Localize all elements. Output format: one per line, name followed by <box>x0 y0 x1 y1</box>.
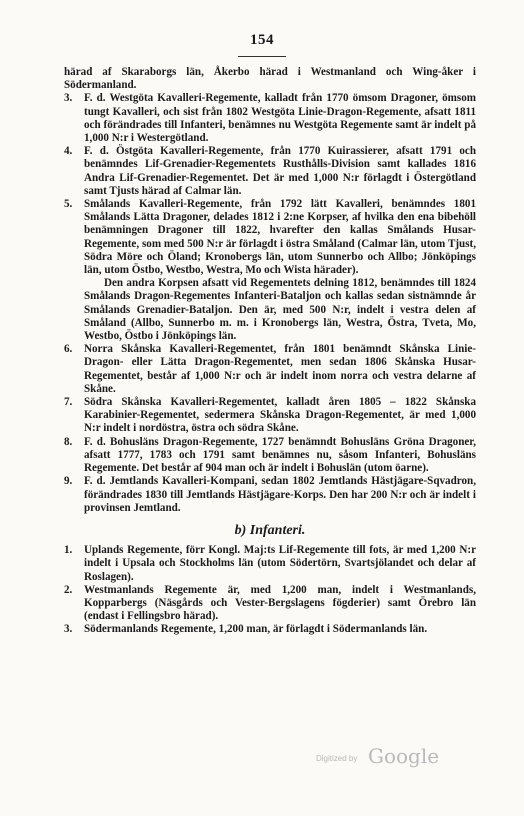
infantry-list <box>64 544 476 636</box>
item-text: Uplands Regemente, förr Kongl. Maj:ts Lif-Regemente till fots, är med 1,200 N:r indelt i Upsala och Stockholms län (utom Södertörn, Svartsjölandet och delar af Roslagen). <box>84 544 476 583</box>
list-item <box>64 544 476 584</box>
item-text: F. d. Jemtlands Kavalleri-Kompani, sedan 1802 Jemtlands Hästjägare-Sqvadron, förändrades 1830 till Jemtlands Hästjägare-Korps. Den har 200 N:r och är indelt i provinsen Jemtland. <box>84 475 476 514</box>
page-number-rule <box>238 56 286 57</box>
page-body <box>64 66 476 637</box>
item-number: 8. <box>64 435 73 448</box>
item-number: 7. <box>64 396 73 409</box>
item-text: Westmanlands Regemente är, med 1,200 man, indelt i Westmanlands, Kopparbergs (Näsgårds och Vester-Bergslagens fögderier) samt Örebro län (endast i Fellingsbro härad). <box>84 583 476 623</box>
list-item <box>64 396 476 436</box>
item-number: 9. <box>64 475 73 488</box>
item-text: F. d. Westgöta Kavalleri-Regemente, kalladt från 1770 ömsom Dragoner, ömsom tungt Kavalleri, och sist från 1802 Westgöta Linie-Dragon-Regemente, afsatt 1811 och förändrades till Infanteri, benämnes nu Westgöta Regemente samt är indelt på 1,000 N:r i Westergötland. <box>84 92 476 145</box>
list-item <box>64 475 476 515</box>
list-item <box>64 92 476 145</box>
item-text: Norra Skånska Kavalleri-Regementet, från 1801 benämndt Skånska Linie-Dragon- eller Lätta Dragon-Regementet, men sedan 1806 Skånska Husar-Regementet, består af 1,000 N:r och är indelt inom norra och vestra delarne af Skåne. <box>84 343 476 395</box>
item-number: 4. <box>64 145 73 158</box>
continuation-paragraph: härad af Skaraborgs län, Åkerbo härad i Westmanland och Wing-åker i Södermanland. <box>64 66 476 92</box>
item-number: 6. <box>64 343 73 356</box>
item-number: 2. <box>64 583 73 596</box>
list-item <box>64 145 476 198</box>
item-number: 5. <box>64 198 73 211</box>
list-item <box>64 436 476 476</box>
list-item <box>64 198 476 277</box>
item-number: 3. <box>64 623 73 636</box>
digitized-watermark <box>316 746 496 770</box>
section-heading: b) Infanteri. <box>234 522 306 538</box>
item-text: Södermanlands Regemente, 1,200 man, är förlagdt i Södermanlands län. <box>84 623 428 636</box>
cavalry-list <box>64 92 476 515</box>
list-item-continuation: Den andra Korpsen afsatt vid Regementets delning 1812, benämndes till 1824 Smålands Dragon-Regementes Infanteri-Bataljon och kallas sedan sistnämnde år Smålands Grenadier-Bataljon. Den är, med 500 N:r, indelt i vestra delen af Småland (Allbo, Sunnerbo m. m. i Kronobergs län, Westra, Östra, Tveta, Mo, Westbo, Östbo i Jönköpings län. <box>84 277 476 343</box>
page-number: 154 <box>250 32 274 48</box>
item-number: 3. <box>64 92 73 105</box>
watermark-logo-text: Google <box>368 744 440 768</box>
list-item <box>64 623 476 636</box>
list-item <box>64 584 476 624</box>
item-text: F. d. Östgöta Kavalleri-Regemente, från 1770 Kuirassierer, afsatt 1791 och benämndes Lif-Grenadier-Regementets Rusthålls-Division samt kallades 1816 Andra Lif-Grenadier-Regementet. Det är med 1,000 N:r förlagdt i Östergötland samt Tjusts härad af Calmar län. <box>84 145 476 197</box>
watermark-small-text: Digitized by <box>316 754 358 763</box>
item-text: F. d. Bohusläns Dragon-Regemente, 1727 benämndt Bohusläns Gröna Dragoner, afsatt 1777, 1783 och 1791 samt benämnes nu, såsom Infanteri, Bohusläns Regemente. Det består af 904 man och är indelt i Bohuslän (utom öarne). <box>84 435 476 475</box>
list-item <box>64 343 476 396</box>
item-text: Smålands Kavalleri-Regemente, från 1792 lätt Kavalleri, benämndes 1801 Smålands Lätta Dragoner, delades 1812 i 2:ne Korpser, af hvilka den ena bibehöll benämningen Dragoner till 1822, hvarefter den kallas Smålands Husar-Regemente, som med 500 N:r är förlagdt i östra Småland (Calmar län, utom Tjust, Södra Möre och Öland; Kronobergs län, utom Sunnerbo och Allbo; Jönköpings län, utom Östbo, Westbo, Westra, Mo och Wista härader). <box>84 198 476 277</box>
item-text: Södra Skånska Kavalleri-Regementet, kalladt åren 1805 – 1822 Skånska Karabinier-Regementet, sedermera Skånska Dragon-Regementet, är med 1,000 N:r indelt i nordöstra, östra och södra Skåne. <box>84 396 476 435</box>
item-number: 1. <box>64 544 73 557</box>
